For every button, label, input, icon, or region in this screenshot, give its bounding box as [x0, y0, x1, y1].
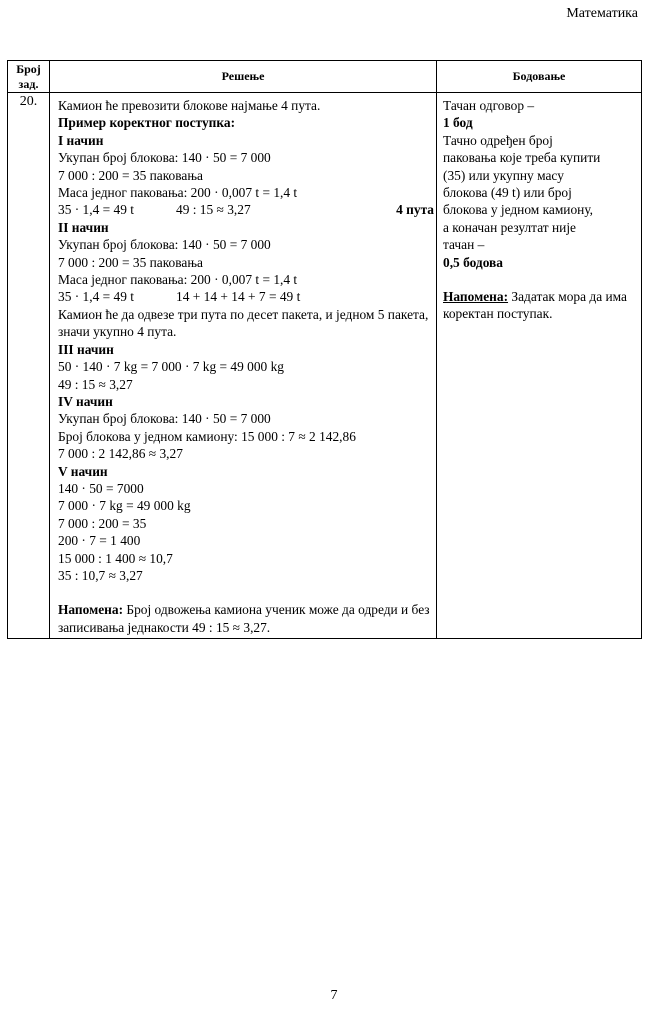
method2-line: Маса једног паковања: 200 · 0,007 t = 1,4 t — [58, 272, 298, 288]
scoring-partial-line: Тачно одређен број — [443, 132, 553, 148]
method1-answer: 4 пута — [396, 202, 434, 218]
scoring-note-label: Напомена: — [443, 289, 509, 305]
method5-title: V начин — [58, 463, 108, 479]
method2-line-sum — [58, 288, 434, 305]
scoring-table — [7, 60, 642, 639]
method1-line-final — [58, 201, 434, 218]
task-number: 20. — [8, 93, 50, 639]
scoring-partial-line: паковања које треба купити — [443, 150, 601, 166]
method1-line: 7 000 : 200 = 35 паковања — [58, 167, 203, 183]
method1-line: Укупан број блокова: 140 · 50 = 7 000 — [58, 150, 271, 166]
scoring-note — [443, 288, 637, 323]
method2-sum: 14 + 14 + 14 + 7 = 49 t — [176, 289, 301, 305]
solution-note — [58, 601, 434, 636]
table-row — [8, 93, 642, 639]
scoring-partial-line: блокова у једном камиону, — [443, 202, 594, 218]
method2-mass: 35 · 1,4 = 49 t — [58, 289, 134, 305]
example-title: Пример коректног поступка: — [58, 115, 236, 131]
solution-note-text: Број одвожења камиона ученик може да одреди и без записивања једнакости 49 : 15 ≈ 3,27. — [58, 602, 430, 635]
method3-line: 49 : 15 ≈ 3,27 — [58, 376, 133, 392]
solution-note-label: Напомена: — [58, 602, 124, 618]
method1-line: Маса једног паковања: 200 · 0,007 t = 1,4 t — [58, 185, 298, 201]
scoring-correct-answer: Тачан одговор – — [443, 98, 535, 113]
scoring-partial-line: тачан – — [443, 237, 485, 253]
scoring-one-point: 1 бод — [443, 115, 473, 131]
page-number: 7 — [330, 988, 338, 1003]
header-scoring: Бодовање — [437, 61, 642, 93]
scoring-partial-line: (35) или укупну масу — [443, 167, 564, 183]
header-number-line2: зад. — [18, 76, 39, 91]
method4-line: 7 000 : 2 142,86 ≈ 3,27 — [58, 446, 183, 462]
method2-explanation: Камион ће да одвезе три пута по десет пакета, и једном 5 пакета, значи укупно 4 пута. — [58, 306, 429, 340]
method1-mass: 35 · 1,4 = 49 t — [58, 202, 134, 218]
scoring-partial-line: а коначан резултат није — [443, 219, 576, 235]
method3-title: III начин — [58, 341, 114, 357]
solution-cell — [50, 93, 437, 639]
scoring-partial-line: блокова (49 t) или број — [443, 185, 572, 201]
method2-title: II начин — [58, 219, 109, 235]
method2-line: 7 000 : 200 = 35 паковања — [58, 254, 203, 270]
solution-intro: Камион ће превозити блокове најмање 4 пута. — [58, 98, 321, 113]
method4-line: Укупан број блокова: 140 · 50 = 7 000 — [58, 411, 271, 427]
method1-title: I начин — [58, 132, 104, 148]
method5-line: 7 000 : 200 = 35 — [58, 515, 147, 531]
scoring-cell — [437, 93, 642, 639]
method4-title: IV начин — [58, 393, 113, 409]
method5-line: 7 000 · 7 kg = 49 000 kg — [58, 498, 191, 514]
scoring-half-points: 0,5 бодова — [443, 254, 503, 270]
method5-line: 140 · 50 = 7000 — [58, 480, 144, 496]
method5-line: 35 : 10,7 ≈ 3,27 — [58, 567, 143, 583]
method1-division: 49 : 15 ≈ 3,27 — [176, 202, 251, 218]
subject-header: Математика — [566, 6, 638, 21]
method5-line: 200 · 7 = 1 400 — [58, 533, 141, 549]
scoring-note-text: Задатак мора да има коректан поступак. — [443, 289, 628, 322]
header-number-line1: Број — [16, 61, 41, 76]
table-header-row — [8, 61, 642, 93]
header-task-number — [8, 61, 50, 93]
method2-line: Укупан број блокова: 140 · 50 = 7 000 — [58, 237, 271, 253]
method4-line: Број блокова у једном камиону: 15 000 : 7 ≈ 2 142,86 — [58, 428, 356, 444]
header-solution: Решење — [50, 61, 437, 93]
method3-line: 50 · 140 · 7 kg = 7 000 · 7 kg = 49 000 kg — [58, 359, 284, 375]
method5-line: 15 000 : 1 400 ≈ 10,7 — [58, 550, 173, 566]
